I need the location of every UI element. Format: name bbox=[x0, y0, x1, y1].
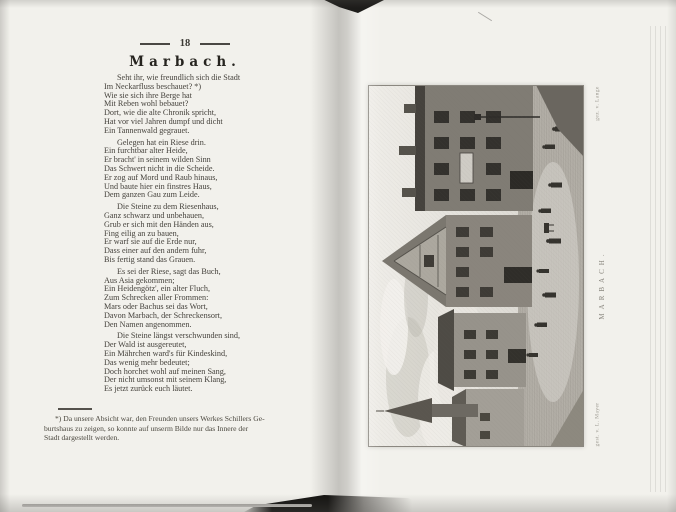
page-stack-edges bbox=[646, 26, 668, 492]
poem-line: Die Steine längst verschwunden sind, bbox=[117, 331, 241, 341]
poem-line: Der Wald ist ausgereutet, bbox=[104, 340, 187, 350]
stanza-2 bbox=[104, 139, 264, 201]
stanza-5 bbox=[104, 332, 264, 394]
footnote-line: burtshaus zu zeigen, so konnte auf unserm Bilde nur das Innere der bbox=[44, 423, 249, 433]
poem-line: Ein Heidengötz', ein alter Fluch, bbox=[104, 284, 211, 294]
poem-line: Grub er sich mit den Händen aus, bbox=[104, 219, 214, 229]
poem-line: Dem ganzen Gau zum Leide. bbox=[104, 190, 200, 200]
poem-line: Gelegen hat ein Riese drin. bbox=[117, 137, 206, 147]
poem-line: Und baute hier ein finstres Haus, bbox=[104, 181, 212, 191]
poem-line: Davon Marbach, der Schreckensort, bbox=[104, 310, 222, 320]
poem-line: Den Namen angenommen. bbox=[104, 319, 192, 329]
poem-line: Fing eilig an zu bauen, bbox=[104, 228, 179, 238]
page-number-row bbox=[95, 38, 275, 49]
marbach-engraving bbox=[368, 85, 584, 447]
footnote-rule bbox=[58, 408, 92, 410]
footnote bbox=[44, 414, 306, 443]
stanza-3 bbox=[104, 203, 264, 265]
poem-line: Das wenig mehr bedeutet; bbox=[104, 357, 190, 367]
poem-line: Dass einer auf den andern fuhr, bbox=[104, 246, 207, 256]
paper-scratch-mark bbox=[478, 12, 492, 21]
engraver-credit-bottom: gest. v. L. Mayer bbox=[594, 402, 601, 447]
footnote-line: *) Da unsere Absicht war, den Freunden unsers Werkes Schillers Ge- bbox=[55, 414, 265, 423]
poem-line: Mit Reben wohl bebauet? bbox=[104, 99, 189, 109]
photo-edge-left bbox=[0, 0, 10, 512]
poem-line: Ein furchtbar alter Heide, bbox=[104, 146, 188, 156]
engraver-credit-top: gez. v. Lange bbox=[594, 86, 601, 121]
poem-line: Dort, wie die alte Chronik spricht, bbox=[104, 108, 217, 118]
poem-line: Der nicht umsonst mit seinem Klang, bbox=[104, 375, 227, 385]
poem-line: Das Schwert nicht in die Scheide. bbox=[104, 163, 215, 173]
poem-line: Doch horchet wohl auf meinen Sang, bbox=[104, 366, 226, 376]
poem-line: Ein Tannenwald gegrauet. bbox=[104, 125, 190, 135]
poem-line: Seht ihr, wie freundlich sich die Stadt bbox=[117, 73, 241, 82]
poem-line: Er warf sie auf die Erde nur, bbox=[104, 237, 197, 247]
poem-line: Er bracht' in seinem wilden Sinn bbox=[104, 155, 211, 165]
photo-edge-bottom bbox=[0, 494, 676, 512]
poem-line: Es jetzt zurück euch läutet. bbox=[104, 384, 193, 394]
plate-caption: MARBACH. bbox=[598, 250, 606, 320]
poem-line: Die Steine zu dem Riesenhaus, bbox=[117, 202, 219, 212]
poem-line: Ein Mährchen ward's für Kindeskind, bbox=[104, 348, 228, 358]
poem-line: Ganz schwarz und unbehauen, bbox=[104, 210, 205, 220]
poem-line: Mars oder Bachus sei das Wort, bbox=[104, 301, 208, 311]
stanza-1 bbox=[104, 74, 264, 136]
poem bbox=[104, 74, 264, 397]
photo-edge-top bbox=[0, 0, 676, 8]
stanza-4 bbox=[104, 268, 264, 330]
poem-title: Marbach. bbox=[129, 54, 241, 70]
photo-edge-right bbox=[667, 0, 676, 512]
page-number-dash-right bbox=[200, 43, 230, 45]
poem-line: Er zog auf Mord und Raub hinaus, bbox=[104, 172, 218, 182]
poem-line: Es sei der Riese, sagt das Buch, bbox=[117, 266, 221, 276]
page-number: 18 bbox=[179, 38, 191, 49]
poem-line: Im Neckarfluss beschauet? *) bbox=[104, 81, 202, 91]
poem-line: Wie sie sich ihre Berge hat bbox=[104, 90, 192, 100]
poem-line: Bis fertig stand das Grauen. bbox=[104, 254, 196, 264]
book-gutter-shadow bbox=[310, 0, 382, 512]
poem-line: Zum Schrecken aller Frommen: bbox=[104, 293, 209, 303]
footnote-line: Stadt dargestellt werden. bbox=[44, 433, 120, 443]
poem-line: Hat vor viel Jahren dumpf und dicht bbox=[104, 116, 223, 126]
poem-line: Aus Asia gekommen; bbox=[104, 275, 175, 285]
page-number-dash-left bbox=[140, 43, 170, 45]
